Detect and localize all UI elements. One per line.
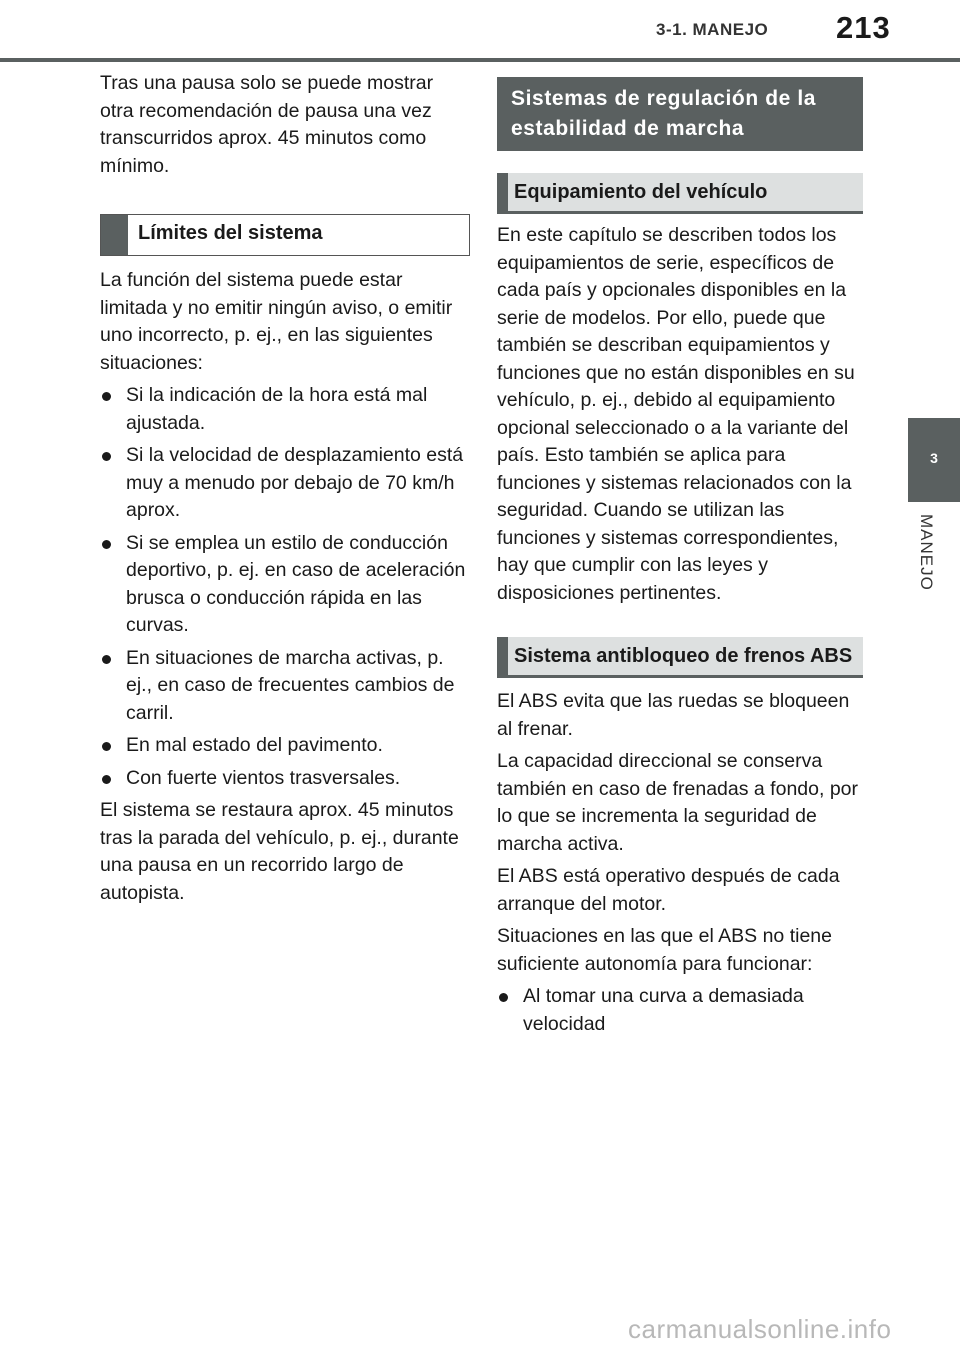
bullet-dot-icon: [102, 775, 111, 784]
heading-bar: [101, 215, 128, 255]
limits-heading-text: Límites del sistema: [138, 222, 323, 244]
header-rule: [0, 58, 960, 62]
abs-paragraph-4: Situaciones en las que el ABS no tiene suficiente autonomía para funcionar:: [497, 925, 832, 975]
restore-paragraph: El sistema se restaura aprox. 45 minutos tras la parada del vehículo, p. ej., durante una pausa en un recorrido largo de autopista.: [100, 799, 459, 904]
equipment-heading-text: Equipamiento del vehículo: [514, 181, 768, 203]
bullet-dot-icon: [102, 540, 111, 549]
left-column: [100, 70, 470, 907]
chapter-number: 3: [930, 450, 938, 466]
list-item: Con fuerte vientos trasversales.: [100, 765, 470, 793]
bullet-dot-icon: [102, 392, 111, 401]
heading-bar: [497, 637, 508, 675]
abs-heading-text: Sistema antibloqueo de frenos ABS: [514, 645, 853, 667]
main-section-heading: Sistemas de regulación de la estabilidad de marcha: [497, 77, 863, 151]
chapter-label-container: [916, 514, 946, 604]
chapter-label: MANEJO: [917, 514, 936, 591]
list-item: Si la velocidad de desplazamiento está muy a menudo por debajo de 70 km/h aprox.: [100, 442, 470, 525]
section-title: 3-1. MANEJO: [656, 20, 769, 39]
limits-heading: [100, 214, 470, 256]
list-item: En situaciones de marcha activas, p. ej., en caso de frecuentes cambios de carril.: [100, 645, 470, 728]
right-column: [497, 77, 863, 1038]
intro-paragraph: Tras una pausa solo se puede mostrar otra recomendación de pausa una vez transcurridos aprox. 45 minutos como mínimo.: [100, 72, 434, 177]
abs-paragraph-3: El ABS está operativo después de cada arranque del motor.: [497, 865, 840, 915]
abs-list: [497, 983, 863, 1038]
list-item: Si se emplea un estilo de conducción deportivo, p. ej. en caso de aceleración brusca o conducción rápida en las curvas.: [100, 530, 470, 640]
equipment-heading: [497, 173, 863, 214]
list-item: En mal estado del pavimento.: [100, 732, 470, 760]
page-header: [0, 0, 960, 70]
limits-list: [100, 382, 470, 792]
heading-bar: [497, 173, 508, 211]
abs-heading: [497, 637, 863, 678]
equipment-paragraph: En este capítulo se describen todos los equipamientos de serie, específicos de cada país y opcionales disponibles en la serie de modelos. Por ello, puede que también se describan equipamientos y funciones que no están disponibles en su vehículo, p. ej., debido al equipamiento opcional seleccionado o a la variante del país. Esto también se aplica para funciones y sistemas relacionados con la seguridad. Cuando se utilizan las funciones y sistemas correspondientes, hay que cumplir con las leyes y disposiciones pertinentes.: [497, 224, 855, 604]
watermark: carmanualsonline.info: [628, 1314, 892, 1344]
abs-paragraph-2: La capacidad direccional se conserva también en caso de frenadas a fondo, por lo que se incrementa la seguridad de marcha activa.: [497, 750, 858, 855]
bullet-dot-icon: [499, 993, 508, 1002]
list-item: Al tomar una curva a demasiada velocidad: [497, 983, 863, 1038]
chapter-tab: [908, 418, 960, 502]
bullet-dot-icon: [102, 655, 111, 664]
bullet-dot-icon: [102, 742, 111, 751]
page-number: 213: [836, 10, 891, 45]
list-item: Si la indicación de la hora está mal ajustada.: [100, 382, 470, 437]
bullet-dot-icon: [102, 452, 111, 461]
abs-paragraph-1: El ABS evita que las ruedas se bloqueen al frenar.: [497, 690, 850, 740]
limits-intro: La función del sistema puede estar limitada y no emitir ningún aviso, o emitir uno incorrecto, p. ej., en las siguientes situaciones:: [100, 269, 453, 374]
